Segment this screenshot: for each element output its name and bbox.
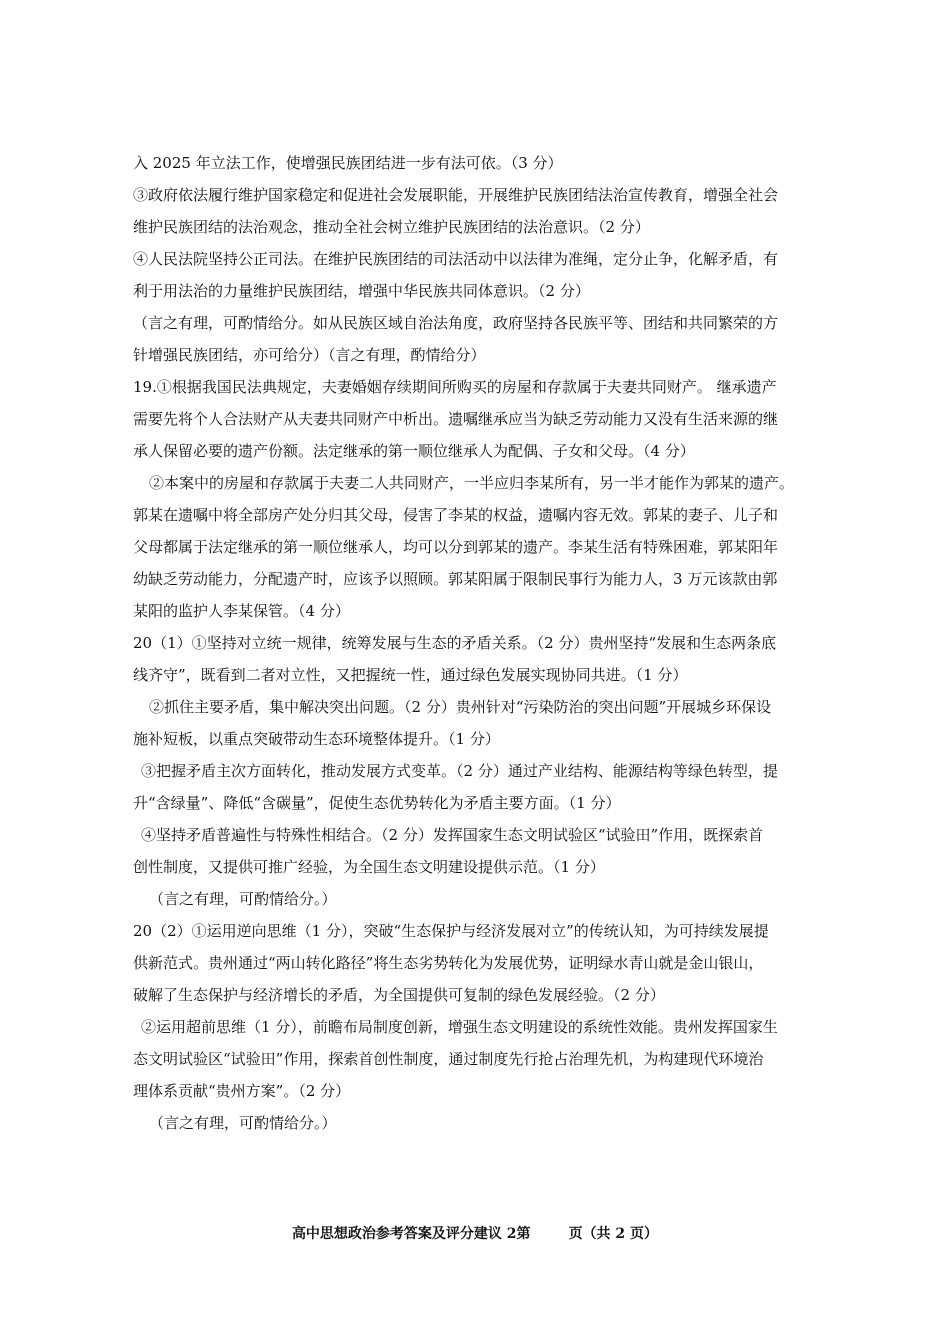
footer-left: 高中思想政治参考答案及评分建议 2第 <box>291 1226 531 1242</box>
paragraph-20-2-2 <box>133 1011 853 1107</box>
line: 父母都属于法定继承的第一顺位继承人，均可以分到郭某的遗产。李某生活有特殊困难，郭某阳年 <box>133 538 779 556</box>
line: ②抓住主要矛盾，集中解决突出问题。（2 分）贵州针对“污染防治的突出问题”开展城乡环保设 <box>149 698 772 716</box>
line: 针增强民族团结，亦可给分）（言之有理，酌情给分） <box>133 346 486 364</box>
line: 创性制度，又提供可推广经验，为全国生态文明建设提供示范。（1 分） <box>133 858 605 876</box>
line: 幼缺乏劳动能力，分配遗产时，应该予以照顾。郭某阳属于限制民事行为能力人，3 万元该款由郭 <box>133 570 778 588</box>
paragraph-20-2-note <box>133 1107 853 1139</box>
paragraph-18-2-tail <box>133 147 853 179</box>
paragraph-20-1-3 <box>133 755 853 819</box>
paragraph-18-note <box>133 307 853 371</box>
paragraph-18-3 <box>133 179 853 243</box>
line: 19.①根据我国民法典规定，夫妻婚姻存续期间所购买的房屋和存款属于夫妻共同财产。 继承遗产 <box>133 378 777 396</box>
answer-content <box>133 147 853 1139</box>
paragraph-20-1-note <box>133 883 853 915</box>
line: ④坚持矛盾普遍性与特殊性相结合。（2 分）发挥国家生态文明试验区“试验田”作用，既探索首 <box>141 826 764 844</box>
paragraph-20-1-1 <box>133 627 853 691</box>
line: 20（1）①坚持对立统一规律，统筹发展与生态的矛盾关系。（2 分）贵州坚持“发展和生态两条底 <box>133 634 777 652</box>
line: 20（2）①运用逆向思维（1 分），突破“生态保护与经济发展对立”的传统认知，为可持续发展提 <box>133 922 769 940</box>
paragraph-20-1-4 <box>133 819 853 883</box>
line: 某阳的监护人李某保管。（4 分） <box>133 602 350 620</box>
line: 利于用法治的力量维护民族团结，增强中华民族共同体意识。（2 分） <box>133 282 590 300</box>
line: ②运用超前思维（1 分），前瞻布局制度创新，增强生态文明建设的系统性效能。贵州发挥国家生 <box>141 1018 778 1036</box>
paragraph-20-1-2 <box>133 691 853 755</box>
line: 承人保留必要的遗产份额。法定继承的第一顺位继承人为配偶、子女和父母。（4 分） <box>133 442 695 460</box>
line: 维护民族团结的法治观念，推动全社会树立维护民族团结的法治意识。（2 分） <box>133 218 650 236</box>
line: 破解了生态保护与经济增长的矛盾，为全国提供可复制的绿色发展经验。（2 分） <box>133 986 665 1004</box>
line: 供新范式。贵州通过“两山转化路径”将生态劣势转化为发展优势，证明绿水青山就是金山银山， <box>133 954 764 972</box>
line: 郭某在遗嘱中将全部房产处分归其父母，侵害了李某的权益，遗嘱内容无效。郭某的妻子、儿子和 <box>133 506 779 524</box>
footer-right: 页（共 2 页） <box>568 1226 659 1242</box>
line: 升“含绿量”、降低“含碳量”，促使生态优势转化为矛盾主要方面。（1 分） <box>133 794 621 812</box>
line: （言之有理，可酌情给分。） <box>149 890 337 908</box>
line: （言之有理，可酌情给分。） <box>149 1114 337 1132</box>
line: 施补短板，以重点突破带动生态环境整体提升。（1 分） <box>133 730 500 748</box>
line: ③把握矛盾主次方面转化，推动发展方式变革。（2 分）通过产业结构、能源结构等绿色转型，提 <box>141 762 778 780</box>
line: ④人民法院坚持公正司法。在维护民族团结的司法活动中以法律为准绳，定分止争，化解矛盾，有 <box>133 250 779 268</box>
line: 需要先将个人合法财产从夫妻共同财产中析出。遗嘱继承应当为缺乏劳动能力又没有生活来源的继 <box>133 410 779 428</box>
page-footer <box>0 1223 950 1243</box>
line: ③政府依法履行维护国家稳定和促进社会发展职能，开展维护民族团结法治宣传教育，增强全社会 <box>133 186 779 204</box>
line: ②本案中的房屋和存款属于夫妻二人共同财产，一半应归李某所有，另一半才能作为郭某的遗产。 <box>149 474 795 492</box>
paragraph-20-2-1 <box>133 915 853 1011</box>
line: （言之有理，可酌情给分。如从民族区域自治法角度，政府坚持各民族平等、团结和共同繁荣的方 <box>133 314 779 332</box>
line: 入 2025 年立法工作，使增强民族团结进一步有法可依。（3 分） <box>133 154 563 172</box>
paragraph-19-2 <box>133 467 853 627</box>
paragraph-19-1 <box>133 371 853 467</box>
line: 态文明试验区“试验田”作用，探索首创性制度，通过制度先行抢占治理先机，为构建现代环境治 <box>133 1050 764 1068</box>
line: 理体系贡献“贵州方案”。（2 分） <box>133 1082 351 1100</box>
paragraph-18-4 <box>133 243 853 307</box>
line: 线齐守”，既看到二者对立性，又把握统一性，通过绿色发展实现协同共进。（1 分） <box>133 666 688 684</box>
